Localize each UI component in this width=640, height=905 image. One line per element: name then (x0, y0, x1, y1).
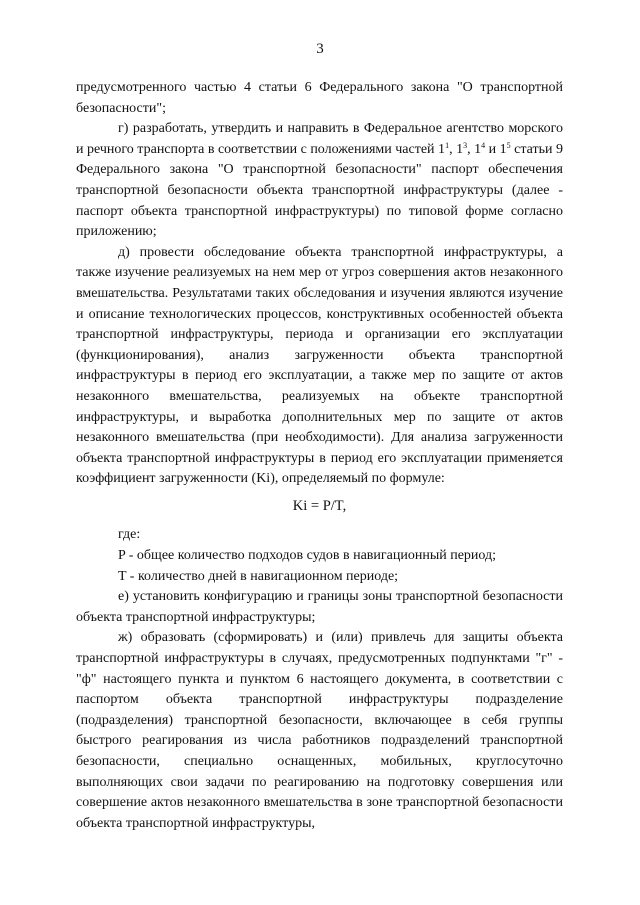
paragraph-d: д) провести обследование объекта транспортной инфраструктуры, а также изучение реализуемых на нем мер от угроз совершения актов незаконного вмешательства. Результатами таких обследования и изучения являются изучение и описание технологических процессов, конструктивных особенностей объекта транспортной инфраструктуры, периода и организации его эксплуатации (функционирования), анализ загруженности объекта транспортной инфраструктуры в период его эксплуатации, а также мер по защите от актов незаконного вмешательства, реализуемых на объекте транспортной инфраструктуры, и выработка дополнительных мер по защите от актов незаконного вмешательства (при необходимости). Для анализа загруженности объекта транспортной инфраструктуры в период его эксплуатации применяется коэффициент загруженности (Ki), определяемый по формуле: (76, 244, 563, 487)
superscript-3: 3 (463, 140, 468, 150)
paragraph-g (76, 119, 563, 243)
paragraph-g-text-a: г) разработать, утвердить и направить в Федеральное агентство морского и речного транспорта в соответствии с положениями частей 1 (76, 121, 563, 157)
page-number: 3 (316, 41, 324, 57)
paragraph-g-text-d: и 1 (485, 141, 507, 157)
document-body (76, 78, 563, 834)
paragraph-e: е) установить конфигурацию и границы зоны транспортной безопасности объекта транспортной инфраструктуры; (76, 589, 563, 625)
superscript-4: 4 (481, 140, 486, 150)
definition-p: P - общее количество подходов судов в навигационный период; (118, 548, 497, 564)
paragraph-g-text-e: статьи 9 Федерального закона "О транспортной безопасности" паспорт обеспечения транспортной безопасности объекта транспортной инфраструктуры (далее - паспорт объекта транспортной инфраструктуры) по типовой форме согласно приложению; (76, 141, 564, 240)
formula: Ki = P/T, (292, 497, 347, 514)
superscript-1: 1 (445, 140, 450, 150)
paragraph-zh: ж) образовать (сформировать) и (или) привлечь для защиты объекта транспортной инфраструктуры в случаях, предусмотренных подпунктами "г" - "ф" настоящего пункта и пунктом 6 настоящего документа, в соответствии с паспортом объекта транспортной инфраструктуры подразделение (подразделения) транспортной безопасности, включающее в себя группы быстрого реагирования из числа работников подразделений транспортной безопасности, специально оснащенных, мобильных, круглосуточно выполняющих свои задачи по реагированию на подготовку совершения или совершение актов незаконного вмешательства в зоне транспортной безопасности объекта транспортной инфраструктуры, (76, 630, 563, 831)
definition-t: T - количество дней в навигационном периоде; (118, 568, 399, 584)
paragraph-g-text-c: , 1 (467, 141, 482, 157)
paragraph-continuation: предусмотренного частью 4 статьи 6 Федерального закона "О транспортной безопасности"; (76, 80, 563, 116)
superscript-5: 5 (506, 140, 511, 150)
paragraph-g-text-b: , 1 (449, 141, 464, 157)
formula-where-label: где: (118, 527, 141, 543)
